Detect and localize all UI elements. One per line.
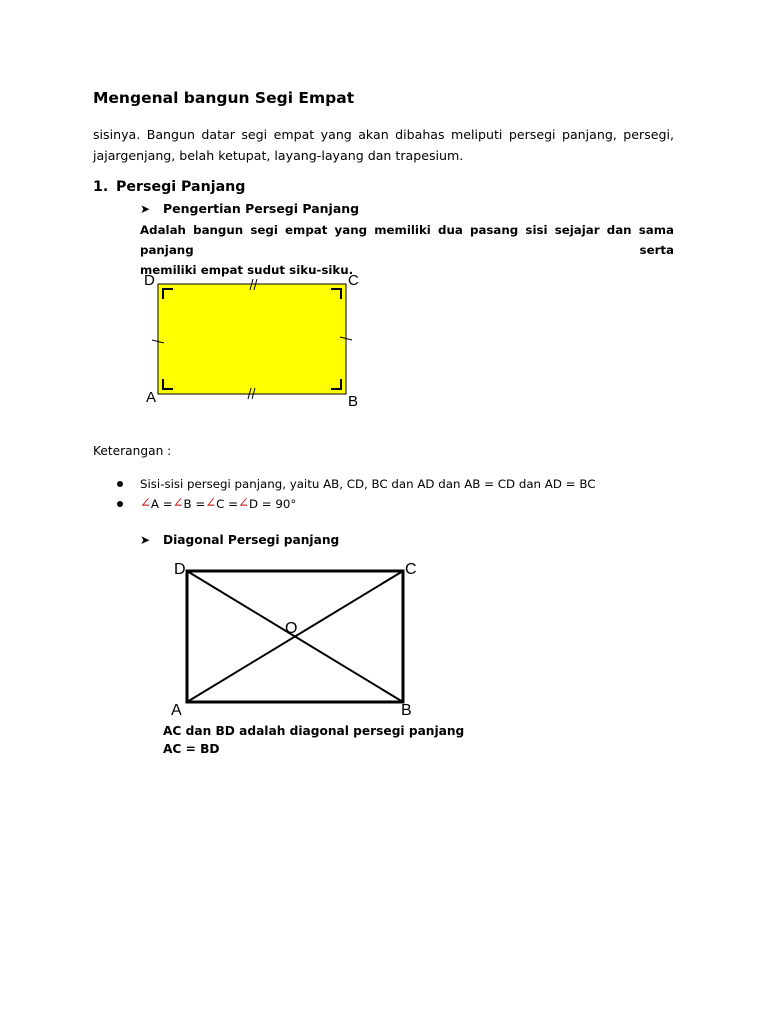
vertex-label-c: C — [348, 272, 359, 289]
bullet-dot-icon — [117, 501, 123, 507]
section-title: Persegi Panjang — [116, 179, 246, 195]
page-title: Mengenal bangun Segi Empat — [93, 89, 355, 107]
definition-line-1: Adalah bangun segi empat yang memiliki dua pasang sisi sejajar dan sama panjang serta — [140, 223, 674, 257]
list-item — [116, 474, 595, 494]
diagonal-figure — [165, 555, 430, 720]
angle-text-c: C = — [216, 497, 239, 511]
arrow-bullet-icon: ➤ — [140, 533, 151, 547]
section-heading — [93, 179, 245, 195]
bullet-text-sides: Sisi-sisi persegi panjang, yaitu AB, CD, BC dan AD dan AB = CD dan AD = BC — [140, 477, 596, 491]
vertex-label-b: B — [348, 393, 359, 410]
vertex-label-d: D — [174, 561, 186, 578]
rectangle-figure — [130, 262, 380, 412]
diagonal-heading-text: Diagonal Persegi panjang — [163, 533, 340, 547]
caption-line-2: AC = BD — [163, 742, 220, 756]
definition-heading-text: Pengertian Persegi Panjang — [163, 201, 360, 216]
intro-line-1: sisinya. Bangun datar segi empat yang akan dibahas meliputi persegi panjang, persegi, — [93, 127, 674, 142]
vertex-label-d: D — [144, 272, 155, 289]
angle-icon: ∠ — [205, 496, 217, 511]
definition-heading — [140, 201, 359, 216]
vertex-label-c: C — [405, 561, 417, 578]
caption-line-1: AC dan BD adalah diagonal persegi panjang — [163, 724, 465, 738]
keterangan-list — [116, 474, 595, 514]
vertex-label-a: A — [146, 389, 157, 406]
keterangan-label: Keterangan : — [93, 444, 172, 458]
diagonal-caption — [163, 722, 464, 758]
angle-icon: ∠ — [172, 496, 184, 511]
angle-text-d: D = 90° — [248, 497, 297, 511]
vertex-label-b: B — [401, 702, 412, 719]
section-number: 1. — [93, 179, 109, 195]
angle-text-b: B = — [183, 497, 206, 511]
angle-icon: ∠ — [140, 496, 151, 511]
bullet-dot-icon — [117, 481, 123, 487]
list-item — [116, 494, 595, 514]
vertex-label-a: A — [171, 702, 182, 719]
intro-paragraph — [93, 124, 674, 166]
rectangle-shape — [158, 284, 346, 394]
intro-line-2: jajargenjang, belah ketupat, layang-layang dan trapesium. — [93, 148, 464, 163]
arrow-bullet-icon: ➤ — [140, 202, 151, 216]
definition-line-2: memiliki empat sudut siku-siku. — [140, 263, 354, 277]
diagonal-heading — [140, 533, 339, 547]
angle-icon: ∠ — [238, 496, 249, 511]
angle-text-a: A = — [150, 497, 173, 511]
intersection-label-o: O — [285, 620, 298, 637]
